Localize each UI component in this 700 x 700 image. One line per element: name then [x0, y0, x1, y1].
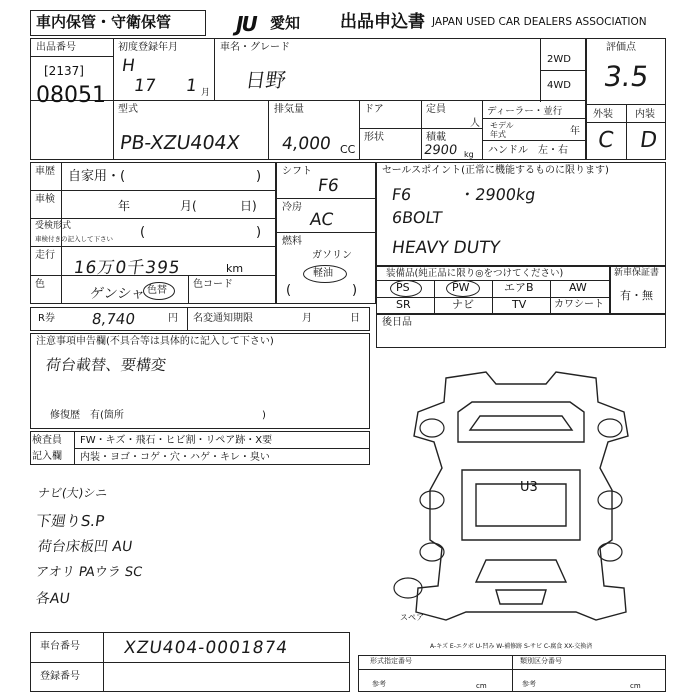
- color-value: ゲンシャ: [88, 286, 147, 302]
- fuel-diesel: 軽油: [313, 268, 333, 279]
- reference-label-1: 参考: [372, 680, 386, 688]
- class-number-label: 類別区分番号: [520, 657, 562, 665]
- warranty-options: 有・無: [620, 289, 653, 302]
- wheel-rear-left-icon: [420, 543, 444, 561]
- sales-line-2: 6BOLT: [390, 208, 444, 227]
- wheel-mid-right-icon: [598, 491, 622, 509]
- dealer-label: ディーラー・並行: [487, 106, 563, 117]
- equip-sr: SR: [396, 298, 411, 311]
- damage-mark-u3: U3: [520, 480, 538, 495]
- handle-options: 左・右: [538, 145, 568, 156]
- car-name-value: 日野: [244, 68, 288, 92]
- capacity-unit: 人: [470, 118, 480, 129]
- pickup-note: 車検付きの記入して下さい: [35, 235, 113, 243]
- equip-tv: TV: [512, 298, 527, 311]
- spare-label: スペア: [400, 613, 424, 622]
- inspector-note-1: ナビ(大)シニ: [36, 486, 109, 500]
- inspector-legend-1: FW・キズ・飛石・ヒビ割・リペア跡・X要: [80, 435, 273, 446]
- mileage-label: 走行: [35, 250, 55, 261]
- rear-detail: [496, 590, 546, 604]
- color-code-label: 色コード: [193, 279, 233, 290]
- inspector-label-1: 検査員: [32, 435, 62, 446]
- ju-logo: [236, 12, 270, 36]
- equipment-label: 装備品(純正品に限り◎をつけてください): [386, 268, 564, 279]
- displacement-unit: CC: [340, 143, 356, 156]
- model-value: PB-XZU404X: [118, 132, 242, 154]
- equip-pw: PW: [452, 281, 470, 294]
- equip-ps-circle: [390, 280, 422, 297]
- load-unit: kg: [464, 150, 474, 159]
- logo-region: 愛知: [270, 14, 301, 32]
- capacity-label: 定員: [426, 104, 446, 115]
- warranty-label: 新車保証書: [614, 268, 660, 278]
- registration-era: H: [120, 56, 137, 76]
- pickup-label: 受検形式: [35, 221, 72, 231]
- name-change-month: 月: [302, 313, 312, 324]
- sales-point-label: セールスポイント(正常に機能するものに限ります): [382, 165, 609, 176]
- after-market-frame: [376, 314, 666, 348]
- model-year-unit: 年: [570, 126, 580, 137]
- recycle-value: 8,740: [90, 310, 137, 328]
- lot-code: [2137]: [44, 64, 84, 78]
- inspection-label: 車検: [35, 194, 55, 205]
- cm-unit-2: cm: [630, 682, 641, 690]
- equip-airbag: エアB: [504, 281, 534, 294]
- load-label: 積載: [426, 132, 446, 143]
- inspection-month: 月(: [180, 199, 197, 213]
- inspector-note-5: 各AU: [34, 591, 71, 607]
- recycle-label: R券: [38, 313, 55, 324]
- fuel-label: 燃料: [282, 236, 302, 247]
- model-label: 型式: [118, 104, 138, 115]
- registration-year: 17: [132, 76, 158, 96]
- cm-unit-1: cm: [476, 682, 487, 690]
- ac-value: AC: [308, 210, 335, 230]
- pickup-open: (: [140, 225, 146, 240]
- inspector-label-2: 記入欄: [32, 451, 62, 462]
- vehicle-diagram: [376, 350, 666, 640]
- load-value: 2900: [422, 143, 459, 158]
- wheel-front-right-icon: [598, 419, 622, 437]
- registration-month: 1: [184, 76, 199, 96]
- model-year-label-2: 年式: [490, 130, 506, 139]
- inspector-note-2: 下廻りS.P: [34, 512, 106, 530]
- name-change-label: 名変通知期限: [193, 313, 253, 324]
- mileage-value: 16万0千395: [72, 258, 182, 278]
- repair-history: 修復歴 有(箇所: [50, 410, 124, 421]
- inspector-note-4: アオリ PAウラ SC: [34, 565, 144, 580]
- exterior-label: 外装: [593, 109, 613, 120]
- car-name-label: 車名・グレード: [220, 42, 290, 53]
- inspection-day: 日): [240, 199, 257, 213]
- fuel-close: ): [352, 283, 358, 298]
- lot-number: 08051: [36, 83, 106, 108]
- evaluation-label: 評価点: [606, 42, 636, 53]
- inspection-year: 年: [118, 199, 131, 213]
- damage-legend: A-キズ E-エクボ U-凹み W-補修跡 S-サビ C-腐食 XX-交換済: [430, 643, 593, 650]
- shift-value: F6: [316, 176, 341, 196]
- sales-line-3: HEAVY DUTY: [390, 238, 502, 258]
- wheel-rear-right-icon: [598, 543, 622, 561]
- shift-label: シフト: [282, 166, 312, 177]
- lot-label: 出品番号: [36, 42, 76, 53]
- ju-logo-text: JU: [236, 12, 256, 36]
- registration-label: 初度登録年月: [118, 42, 178, 53]
- inspector-legend-2: 内装・ヨゴ・コゲ・穴・ハゲ・キレ・臭い: [80, 452, 270, 463]
- sales-line-1: F6 ・2900kg: [390, 185, 537, 204]
- wheel-mid-left-icon: [420, 491, 444, 509]
- name-change-day: 日: [350, 313, 360, 324]
- interior-label: 内装: [635, 109, 655, 120]
- equip-pw-circle: [446, 280, 480, 297]
- equip-ps: PS: [396, 281, 410, 294]
- notes-label: 注意事項申告欄(不具合等は具体的に記入して下さい): [36, 336, 274, 347]
- history-label: 車歴: [35, 166, 55, 177]
- shape-label: 形状: [364, 132, 384, 143]
- wheel-front-left-icon: [420, 419, 444, 437]
- equip-leather-seat: カワシート: [554, 299, 604, 310]
- displacement-label: 排気量: [274, 104, 304, 115]
- after-market-label: 後日品: [382, 317, 412, 328]
- chassis-value: XZU404-0001874: [122, 638, 290, 658]
- plate-label: 登録番号: [40, 671, 80, 682]
- association-name: JAPAN USED CAR DEALERS ASSOCIATION: [432, 16, 647, 28]
- fuel-open: (: [286, 283, 292, 298]
- model-year-label-1: モデル: [490, 121, 514, 130]
- drive-4wd: 4WD: [547, 80, 571, 91]
- chassis-label: 車台番号: [40, 641, 80, 652]
- form-title: 出品申込書: [340, 12, 425, 32]
- color-label: 色: [35, 279, 45, 290]
- mileage-unit: km: [226, 262, 244, 275]
- equip-aw: AW: [569, 281, 587, 294]
- body-outline: [414, 372, 628, 620]
- recycle-unit: 円: [168, 313, 178, 324]
- handle-label: ハンドル: [488, 145, 528, 156]
- color-change: 色替: [147, 285, 167, 296]
- history-close: ): [256, 169, 262, 184]
- front-bumper: [476, 560, 566, 582]
- repair-close: ): [262, 410, 266, 421]
- cab-outline: [458, 402, 584, 442]
- storage-title: 車内保管・守衛保管: [36, 13, 172, 31]
- inspector-note-3: 荷台床板凹 AU: [36, 539, 134, 555]
- notes-value: 荷台載替、要構変: [44, 356, 168, 374]
- registration-month-unit: 月: [201, 88, 211, 98]
- displacement-value: 4,000: [280, 134, 333, 154]
- reference-label-2: 参考: [522, 680, 536, 688]
- history-value: 自家用・(: [68, 169, 126, 184]
- interior-grade: D: [638, 128, 659, 153]
- windshield: [470, 416, 572, 430]
- evaluation-score: 3.5: [601, 60, 651, 93]
- ac-label: 冷房: [282, 202, 302, 213]
- form-spec-label: 形式指定番号: [370, 657, 412, 665]
- exterior-grade: C: [596, 128, 616, 153]
- fuel-gasoline: ガソリン: [312, 250, 352, 261]
- doors-label: ドア: [364, 104, 384, 115]
- drive-2wd: 2WD: [547, 54, 571, 65]
- pickup-close: ): [256, 225, 262, 240]
- equip-navi: ナビ: [452, 298, 474, 311]
